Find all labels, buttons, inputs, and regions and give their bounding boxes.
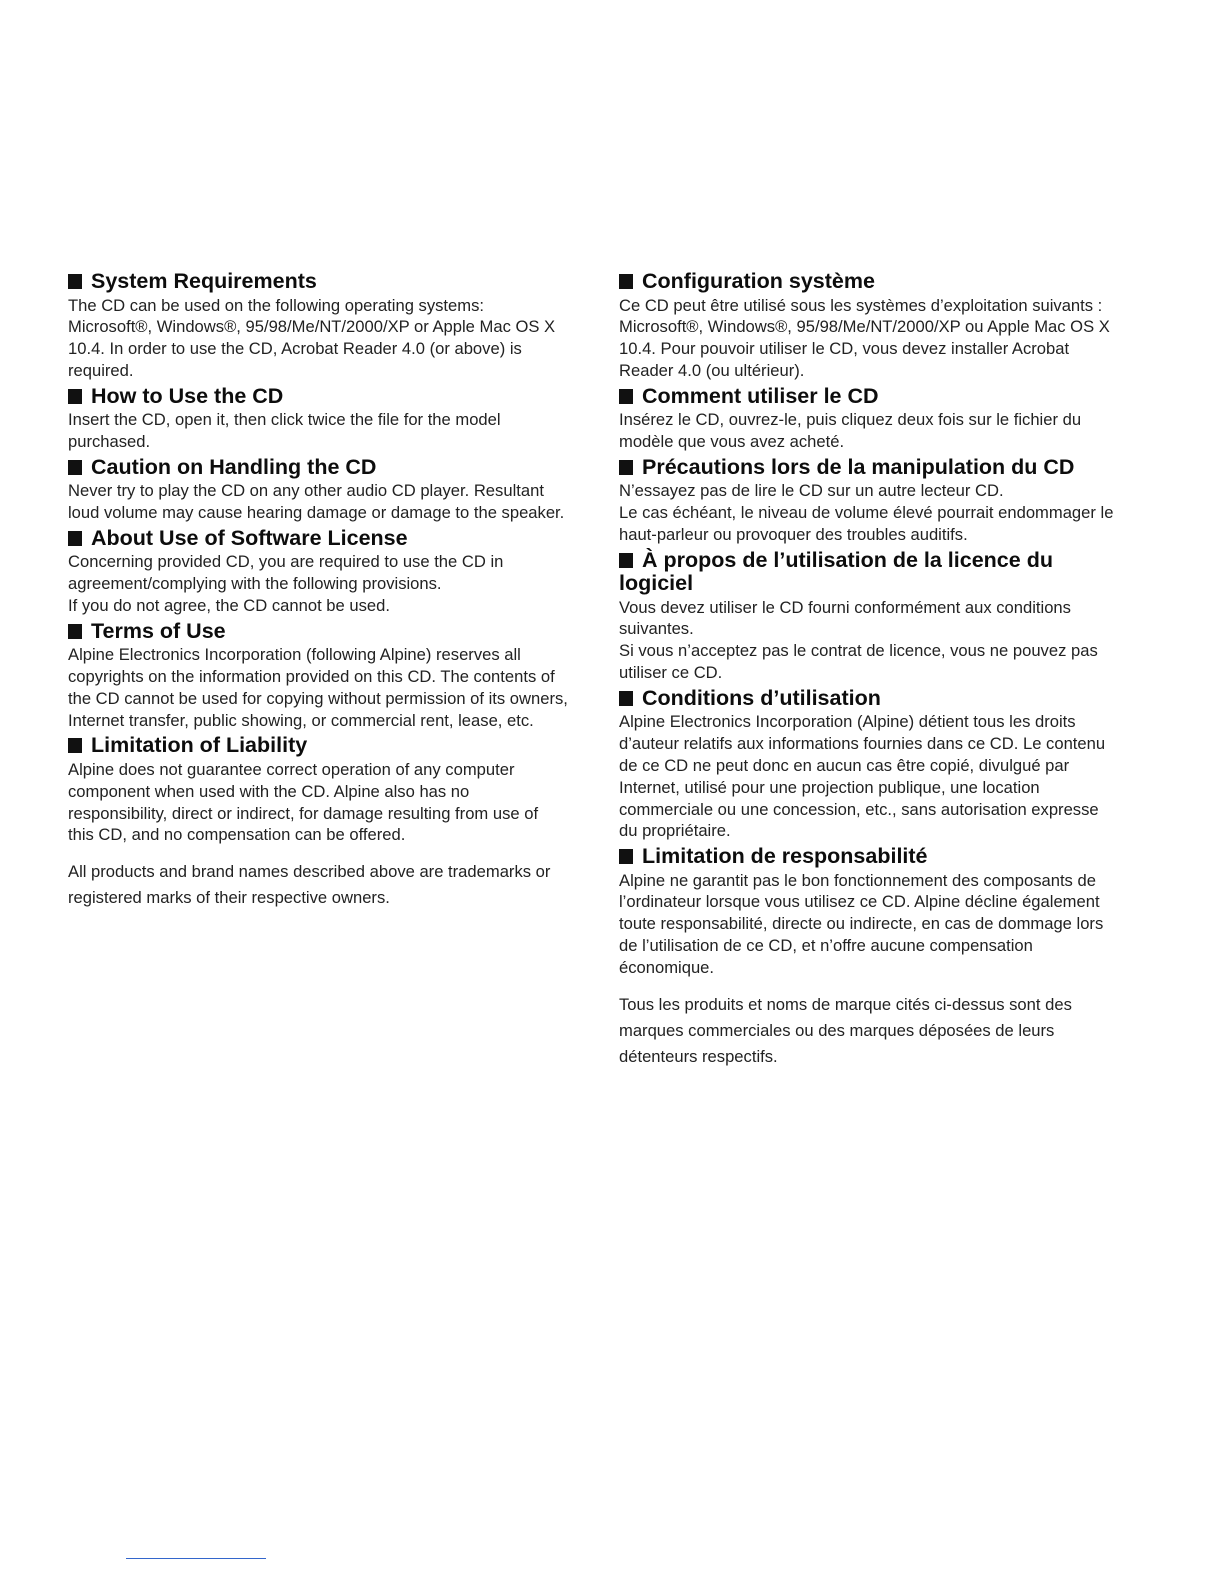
section-comment-utiliser — [619, 385, 1119, 453]
section-terms-of-use — [68, 620, 568, 732]
section-heading-text: Terms of Use — [91, 618, 226, 643]
section-limitation-liability — [68, 734, 568, 846]
section-caution — [68, 456, 568, 524]
section-paragraph: Never try to play the CD on any other audio CD player. Resultant loud volume may cause hearing damage or damage to the speaker. — [68, 481, 565, 523]
section-licence — [619, 549, 1119, 684]
section-heading-text: System Requirements — [91, 269, 317, 293]
section-heading-text: How to Use the CD — [91, 383, 284, 408]
section-heading — [68, 270, 568, 294]
section-heading-text: À propos de l’utilisation de la licence du logiciel — [619, 547, 1053, 596]
section-heading — [619, 385, 1119, 409]
section-paragraph: Insert the CD, open it, then click twice the file for the model purchased. — [68, 410, 501, 451]
section-heading — [619, 549, 1119, 596]
section-paragraph: Si vous n’acceptez pas le contrat de licence, vous ne pouvez pas utiliser ce CD. — [619, 641, 1098, 683]
section-how-to-use — [68, 385, 568, 453]
section-heading — [68, 527, 568, 551]
square-bullet-icon — [68, 389, 82, 404]
section-paragraph: Le cas échéant, le niveau de volume élevé pourrait endommager le haut-parleur ou provoquer des troubles auditifs. — [619, 503, 1114, 544]
french-column — [619, 270, 1119, 1070]
section-precautions — [619, 456, 1119, 546]
section-heading-text: Conditions d’utilisation — [642, 685, 881, 710]
section-paragraph: If you do not agree, the CD cannot be used. — [68, 595, 390, 615]
section-limitation-responsabilite — [619, 845, 1119, 978]
section-configuration-systeme — [619, 270, 1119, 382]
section-conditions-utilisation — [619, 687, 1119, 842]
square-bullet-icon — [68, 738, 82, 753]
section-heading — [68, 734, 568, 758]
section-heading-text: Limitation de responsabilité — [642, 844, 928, 869]
section-paragraph: The CD can be used on the following operating systems: Microsoft®, Windows®, 95/98/Me/NT/2000/XP or Apple Mac OS X 10.4. In order to use the CD, Acrobat Reader 4.0 (or above) is required. — [68, 295, 556, 380]
square-bullet-icon — [619, 274, 633, 289]
section-paragraph: Vous devez utiliser le CD fourni conformément aux conditions suivantes. — [619, 597, 1071, 639]
section-heading-text: Comment utiliser le CD — [642, 383, 879, 408]
trademark-notice: All products and brand names described above are trademarks or registered marks of their respective owners. — [68, 862, 551, 908]
square-bullet-icon — [68, 624, 82, 639]
square-bullet-icon — [68, 460, 82, 475]
section-heading-text: Précautions lors de la manipulation du CD — [642, 454, 1075, 479]
square-bullet-icon — [619, 460, 633, 475]
section-heading — [619, 270, 1119, 294]
section-heading — [619, 845, 1119, 869]
section-heading — [68, 385, 568, 409]
section-paragraph: Ce CD peut être utilisé sous les systèmes d’exploitation suivants : Microsoft®, Windows®, 95/98/Me/NT/2000/XP ou Apple Mac OS X 10.4. Pour pouvoir utiliser le CD, vous devez installer Acrobat Reader 4.0 (ou ultérieur). — [619, 295, 1110, 380]
trademark-notice: Tous les produits et noms de marque cités ci-dessus sont des marques commerciales ou des marques déposées de leurs détenteurs respectifs. — [619, 994, 1072, 1066]
english-column — [68, 270, 568, 911]
square-bullet-icon — [619, 849, 633, 864]
section-paragraph: Alpine Electronics Incorporation (Alpine) détient tous les droits d’auteur relatifs aux informations fournies dans ce CD. Le contenu de ce CD ne peut donc en aucun cas être copié, divulgué par Internet, utilisé pour une projection publique, une location commerciale ou une concession, etc., sans autorisation expresse du propriétaire. — [619, 712, 1106, 841]
square-bullet-icon — [619, 553, 633, 568]
section-software-license — [68, 527, 568, 617]
section-paragraph: Concerning provided CD, you are required to use the CD in agreement/complying with the following provisions. — [68, 552, 504, 594]
square-bullet-icon — [619, 691, 633, 706]
footer-divider — [126, 1558, 266, 1559]
section-heading — [68, 456, 568, 480]
section-heading-text: About Use of Software License — [91, 525, 408, 550]
square-bullet-icon — [68, 531, 82, 546]
section-paragraph: Insérez le CD, ouvrez-le, puis cliquez deux fois sur le fichier du modèle que vous avez acheté. — [619, 410, 1082, 451]
square-bullet-icon — [68, 274, 82, 289]
section-heading — [619, 456, 1119, 480]
section-paragraph: Alpine Electronics Incorporation (following Alpine) reserves all copyrights on the information provided on this CD. The contents of the CD cannot be used for copying without permission of its owners, Internet transfer, public showing, or commercial rent, lease, etc. — [68, 645, 568, 730]
section-paragraph: Alpine does not guarantee correct operation of any computer component when used with the CD. Alpine also has no responsibility, direct or indirect, for damage resulting from use of this CD, and no compensation can be offered. — [68, 759, 539, 845]
section-heading — [619, 687, 1119, 711]
section-heading-text: Configuration système — [642, 269, 875, 293]
square-bullet-icon — [619, 389, 633, 404]
section-heading — [68, 620, 568, 644]
section-heading-text: Caution on Handling the CD — [91, 454, 377, 479]
section-heading-text: Limitation of Liability — [91, 733, 308, 758]
section-system-requirements — [68, 270, 568, 382]
section-paragraph: N’essayez pas de lire le CD sur un autre lecteur CD. — [619, 481, 1004, 501]
section-paragraph: Alpine ne garantit pas le bon fonctionnement des composants de l’ordinateur lorsque vous utilisez ce CD. Alpine décline également toute responsabilité, directe ou indirecte, en cas de dommage lors de l’utilisation de ce CD, et n’offre aucune compensation économique. — [619, 870, 1104, 977]
